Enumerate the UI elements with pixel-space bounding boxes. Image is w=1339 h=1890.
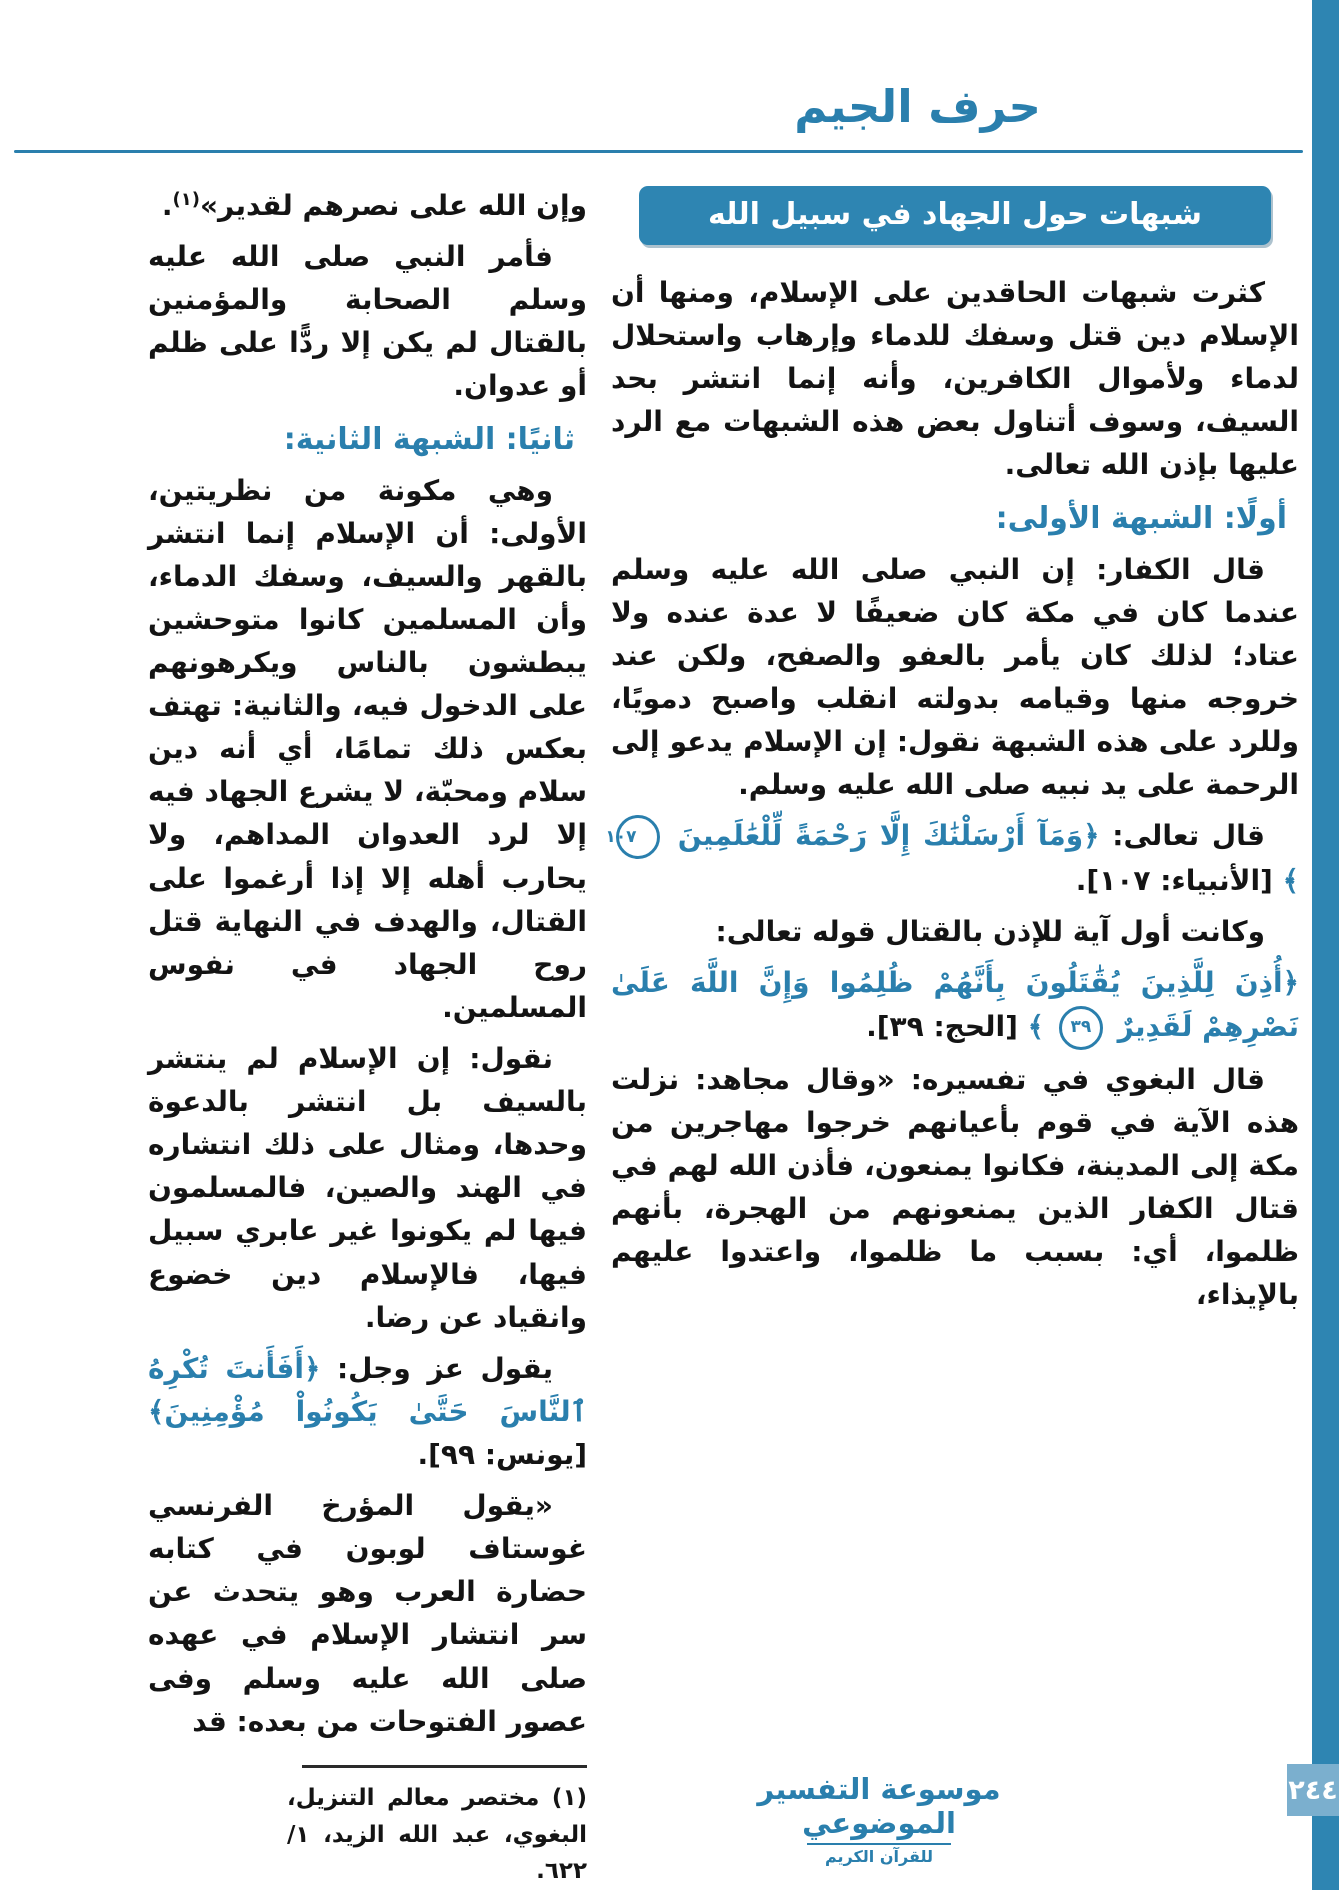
- ayah-number-medallion: ٣٩: [1059, 1006, 1103, 1050]
- text-column-primary: [605, 184, 1299, 1324]
- quran-verse-hajj: ﴿أُذِنَ لِلَّذِينَ يُقَٰتَلُونَ بِأَنَّهُمْ ظُلِمُوا وَإِنَّ اللَّهَ عَلَىٰ نَصْرِهِمْ لَقَدِيرٌ: [611, 966, 1299, 1043]
- verse-reference-yunus: [يونس: ٩٩].: [417, 1437, 587, 1471]
- subheading-first-shubha: أولًا: الشبهة الأولى:: [995, 500, 1287, 536]
- publisher-logo-subtitle: للقرآن الكريم: [807, 1843, 951, 1866]
- sentence-period: .: [161, 189, 173, 222]
- verse-intro: يقول عز وجل:: [336, 1351, 554, 1385]
- paragraph-baghawi: قال البغوي في تفسيره: «وقال مجاهد: نزلت هذه الآية في قوم بأعيانهم خرجوا مهاجرين من مكة إلى المدينة، فكانوا يمنعون، فأذن الله لهم في قتال الكفار الذين يمنعونهم من الهجرة، بأنهم ظلموا، أي: بسبب ما ظلموا، واعتدوا عليهم بالإيذاء،: [611, 1062, 1299, 1312]
- continuation-text: وإن الله على نصرهم لقدير»: [199, 189, 587, 222]
- subheading-second-shubha: ثانيًا: الشبهة الثانية:: [283, 421, 575, 457]
- verse-close-bracket: ﴾: [1282, 864, 1299, 898]
- verse-line-yunus: [148, 1347, 587, 1476]
- paragraph-continuation: [148, 184, 587, 227]
- footnote-text: (١) مختصر معالم التنزيل، البغوي، عبد الله الزيد، ١/ ٦٢٢.: [287, 1784, 587, 1885]
- page-content: [148, 184, 1299, 1890]
- quran-verse-anbiya: ﴿وَمَآ أَرْسَلْنَٰكَ إِلَّا رَحْمَةً لِّلْعَٰلَمِينَ: [677, 819, 1100, 853]
- verse-reference-hajj: [الحج: ٣٩].: [866, 1009, 1018, 1043]
- paragraph-intro: كثرت شبهات الحاقدين على الإسلام، ومنها أن الإسلام دين قتل وسفك للدماء وإرهاب واستحلال لدماء ولأموال الكافرين، وأنه إنما انتشر بحد السيف، وسوف أتناول بعض هذه الشبهات مع الرد عليها بإذن الله تعالى.: [611, 276, 1299, 482]
- verse-line-anbiya: [605, 814, 1299, 902]
- ayah-number-medallion: ١٠٧: [616, 815, 660, 859]
- paragraph-command: فأمر النبي صلى الله عليه وسلم الصحابة والمؤمنين بالقتال لم يكن إلا ردًّا على ظلم أو عدوان.: [148, 240, 587, 403]
- publisher-logo: [749, 1772, 1009, 1866]
- publisher-logo-title: موسوعة التفسير الموضوعي: [757, 1772, 1001, 1840]
- text-column-secondary: [148, 184, 587, 1890]
- header-rule: [14, 150, 1303, 153]
- page-number: ٢٤٤: [1288, 1774, 1338, 1806]
- footnote-reference-marker: (١): [172, 189, 200, 210]
- paragraph-response: نقول: إن الإسلام لم ينتشر بالسيف بل انتشر بالدعوة وحدها، ومثال على ذلك انتشاره في الهند والصين، فالمسلمون فيها لم يكونوا غير عابري سبيل فيها، فالإسلام دين خضوع وانقياد عن رضا.: [148, 1041, 587, 1334]
- verse-reference-anbiya: [الأنبياء: ١٠٧].: [1075, 864, 1273, 898]
- page-edge-strip: [1312, 0, 1339, 1890]
- footnote-separator: [302, 1765, 587, 1768]
- section-title: شبهات حول الجهاد في سبيل الله: [707, 197, 1203, 232]
- verse-close-bracket: ﴾: [1027, 1009, 1045, 1043]
- page-number-badge: [1287, 1764, 1339, 1816]
- paragraph-theories: وهي مكونة من نظريتين، الأولى: أن الإسلام إنما انتشر بالقهر والسيف، وسفك الدماء، وأن المسلمين كانوا متوحشين يبطشون بالناس ويكرهونهم على الدخول فيه، والثانية: تهتف بعكس ذلك تمامًا، أي أنه دين سلام ومحبّة، لا يشرع الجهاد فيه إلا لرد العدوان المداهم، ولا يحارب أهله إلا إذا أرغموا على القتال، والهدف في النهاية قتل روح الجهاد في نفوس المسلمين.: [148, 473, 587, 1024]
- paragraph-first-shubha: قال الكفار: إن النبي صلى الله عليه وسلم عندما كان في مكة كان ضعيفًا لا عدة عنده ولا عتاد؛ لذلك كان يأمر بالعفو والصفح، ولكن عند خروجه منها وقيامه بدولته انقلب واصبح دمويًا، وللرد على هذه الشبهة نقول: إن الإسلام يدعو إلى الرحمة على يد نبيه صلى الله عليه وسلم.: [611, 552, 1299, 802]
- paragraph-transition: وكانت أول آية للإذن بالقتال قوله تعالى:: [715, 915, 1265, 949]
- verse-intro: قال تعالى:: [1112, 819, 1266, 853]
- chapter-title-calligraphy: حرف الجيم: [794, 80, 1041, 133]
- verse-line-hajj: [611, 961, 1299, 1049]
- paragraph-lebon: «يقول المؤرخ الفرنسي غوستاف لوبون في كتابه حضارة العرب وهو يتحدث عن سر انتشار الإسلام في عهده صلى الله عليه وسلم وفى عصور الفتوحات من بعده: قد: [148, 1489, 587, 1738]
- quran-verse-yunus: ﴿أَفَأَنتَ تُكْرِهُ ٱلنَّاسَ حَتَّىٰ يَكُونُواْ مُؤْمِنِينَ﴾: [148, 1351, 587, 1428]
- section-title-box: [639, 186, 1271, 245]
